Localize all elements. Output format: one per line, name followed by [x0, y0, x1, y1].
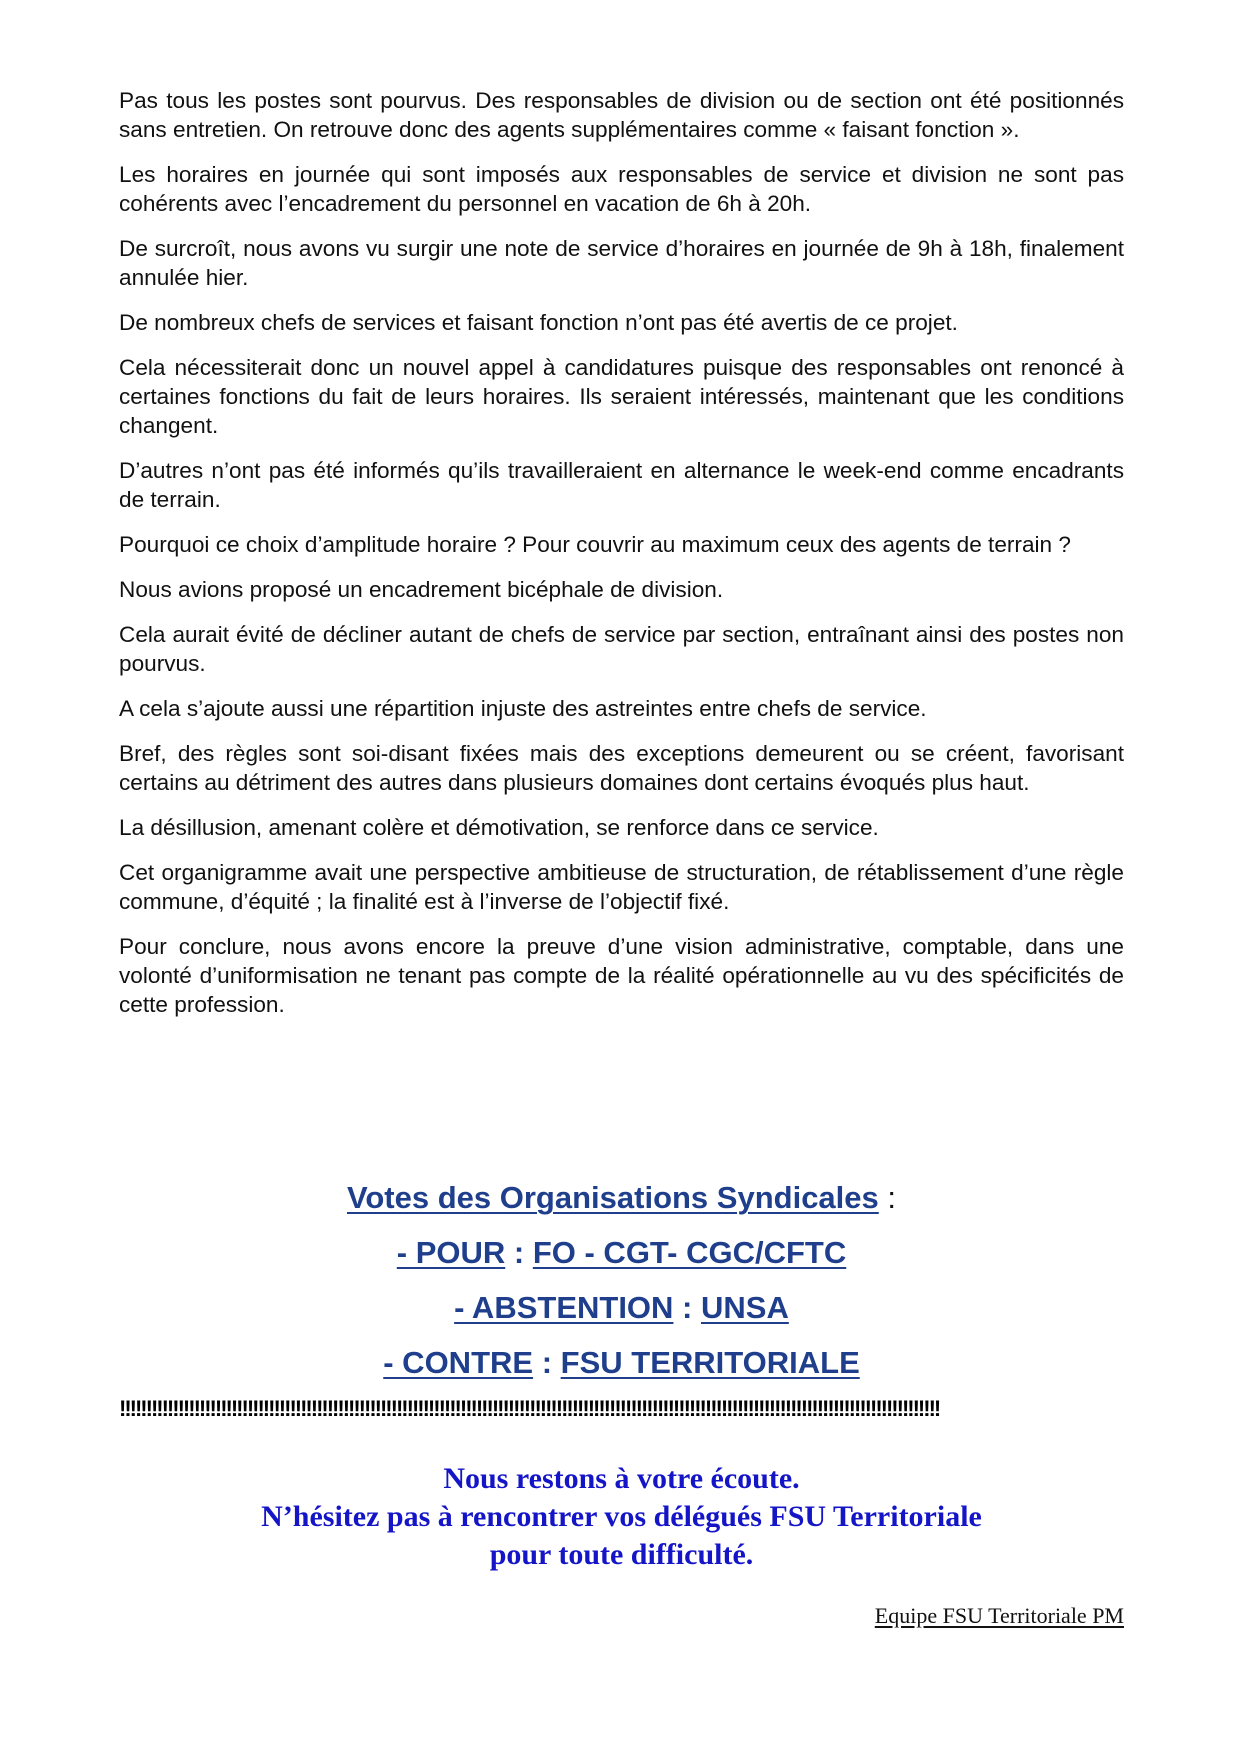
- votes-title-line: [119, 1170, 1124, 1225]
- paragraph: Cela nécessiterait donc un nouvel appel à candidatures puisque des responsables ont renoncé à certaines fonctions du fait de leurs horaires. Ils seraient intéressés, maintenant que les conditions changent.: [119, 355, 1124, 438]
- vote-abstention-separator: :: [673, 1290, 701, 1325]
- paragraph: La désillusion, amenant colère et démotivation, se renforce dans ce service.: [119, 815, 879, 840]
- paragraph: De nombreux chefs de services et faisant fonction n’ont pas été avertis de ce projet.: [119, 310, 958, 335]
- closing-line-1: Nous restons à votre écoute.: [443, 1462, 800, 1495]
- paragraph: Bref, des règles sont soi-disant fixées mais des exceptions demeurent ou se créent, favorisant certains au détriment des autres dans plusieurs domaines dont certains évoqués plus haut.: [119, 741, 1124, 795]
- vote-abstention-value: UNSA: [701, 1290, 789, 1325]
- vote-contre-line: [119, 1335, 1124, 1390]
- paragraph: Pourquoi ce choix d’amplitude horaire ? Pour couvrir au maximum ceux des agents de terrain ?: [119, 532, 1071, 557]
- paragraph: D’autres n’ont pas été informés qu’ils travailleraient en alternance le week-end comme encadrants de terrain.: [119, 458, 1124, 512]
- paragraph: Nous avions proposé un encadrement bicéphale de division.: [119, 577, 724, 602]
- paragraph: De surcroît, nous avons vu surgir une note de service d’horaires en journée de 9h à 18h, finalement annulée hier.: [119, 236, 1124, 290]
- signature: Equipe FSU Territoriale PM: [874, 1603, 1124, 1628]
- paragraph: Cet organigramme avait une perspective ambitieuse de structuration, de rétablissement d’une règle commune, d’équité ; la finalité est à l’inverse de l’objectif fixé.: [119, 860, 1124, 914]
- vote-pour-value: FO - CGT- CGC/CFTC: [532, 1235, 847, 1270]
- vote-abstention-label: - ABSTENTION: [454, 1290, 674, 1325]
- votes-section: [119, 1170, 1124, 1390]
- paragraph: Pour conclure, nous avons encore la preuve d’une vision administrative, comptable, dans une volonté d’uniformisation ne tenant pas compte de la réalité opérationnelle au vu des spécificités de cette profession.: [119, 934, 1124, 1017]
- exclamation-separator: !!!!!!!!!!!!!!!!!!!!!!!!!!!!!!!!!!!!!!!!!!!!!!!!!!!!!!!!!!!!!!!!!!!!!!!!!!!!!!!!!!!!!!!!!!!!!!!!!!!!!!!!!!!!!!!!!!!!!!!!!!!!!!!!!!!!!!!!!!!!!!!!!!!!!!!!!!: [119, 1396, 940, 1421]
- closing-message: [119, 1460, 1124, 1574]
- vote-contre-separator: :: [533, 1345, 561, 1380]
- votes-title-colon: :: [878, 1180, 897, 1215]
- vote-abstention-line: [119, 1280, 1124, 1335]
- paragraph: Pas tous les postes sont pourvus. Des responsables de division ou de section ont été positionnés sans entretien. On retrouve donc des agents supplémentaires comme « faisant fonction ».: [119, 88, 1124, 142]
- body-text: [119, 86, 1124, 1035]
- vote-contre-value: FSU TERRITORIALE: [560, 1345, 860, 1380]
- paragraph: A cela s’ajoute aussi une répartition injuste des astreintes entre chefs de service.: [119, 696, 927, 721]
- paragraph: Les horaires en journée qui sont imposés aux responsables de service et division ne sont pas cohérents avec l’encadrement du personnel en vacation de 6h à 20h.: [119, 162, 1124, 216]
- votes-title: Votes des Organisations Syndicales: [346, 1180, 879, 1215]
- vote-contre-label: - CONTRE: [383, 1345, 534, 1380]
- paragraph: Cela aurait évité de décliner autant de chefs de service par section, entraînant ainsi des postes non pourvus.: [119, 622, 1124, 676]
- vote-pour-label: - POUR: [396, 1235, 506, 1270]
- vote-pour-line: [119, 1225, 1124, 1280]
- vote-pour-separator: :: [505, 1235, 533, 1270]
- closing-line-3: pour toute difficulté.: [489, 1538, 754, 1571]
- closing-line-2: N’hésitez pas à rencontrer vos délégués FSU Territoriale: [261, 1500, 982, 1533]
